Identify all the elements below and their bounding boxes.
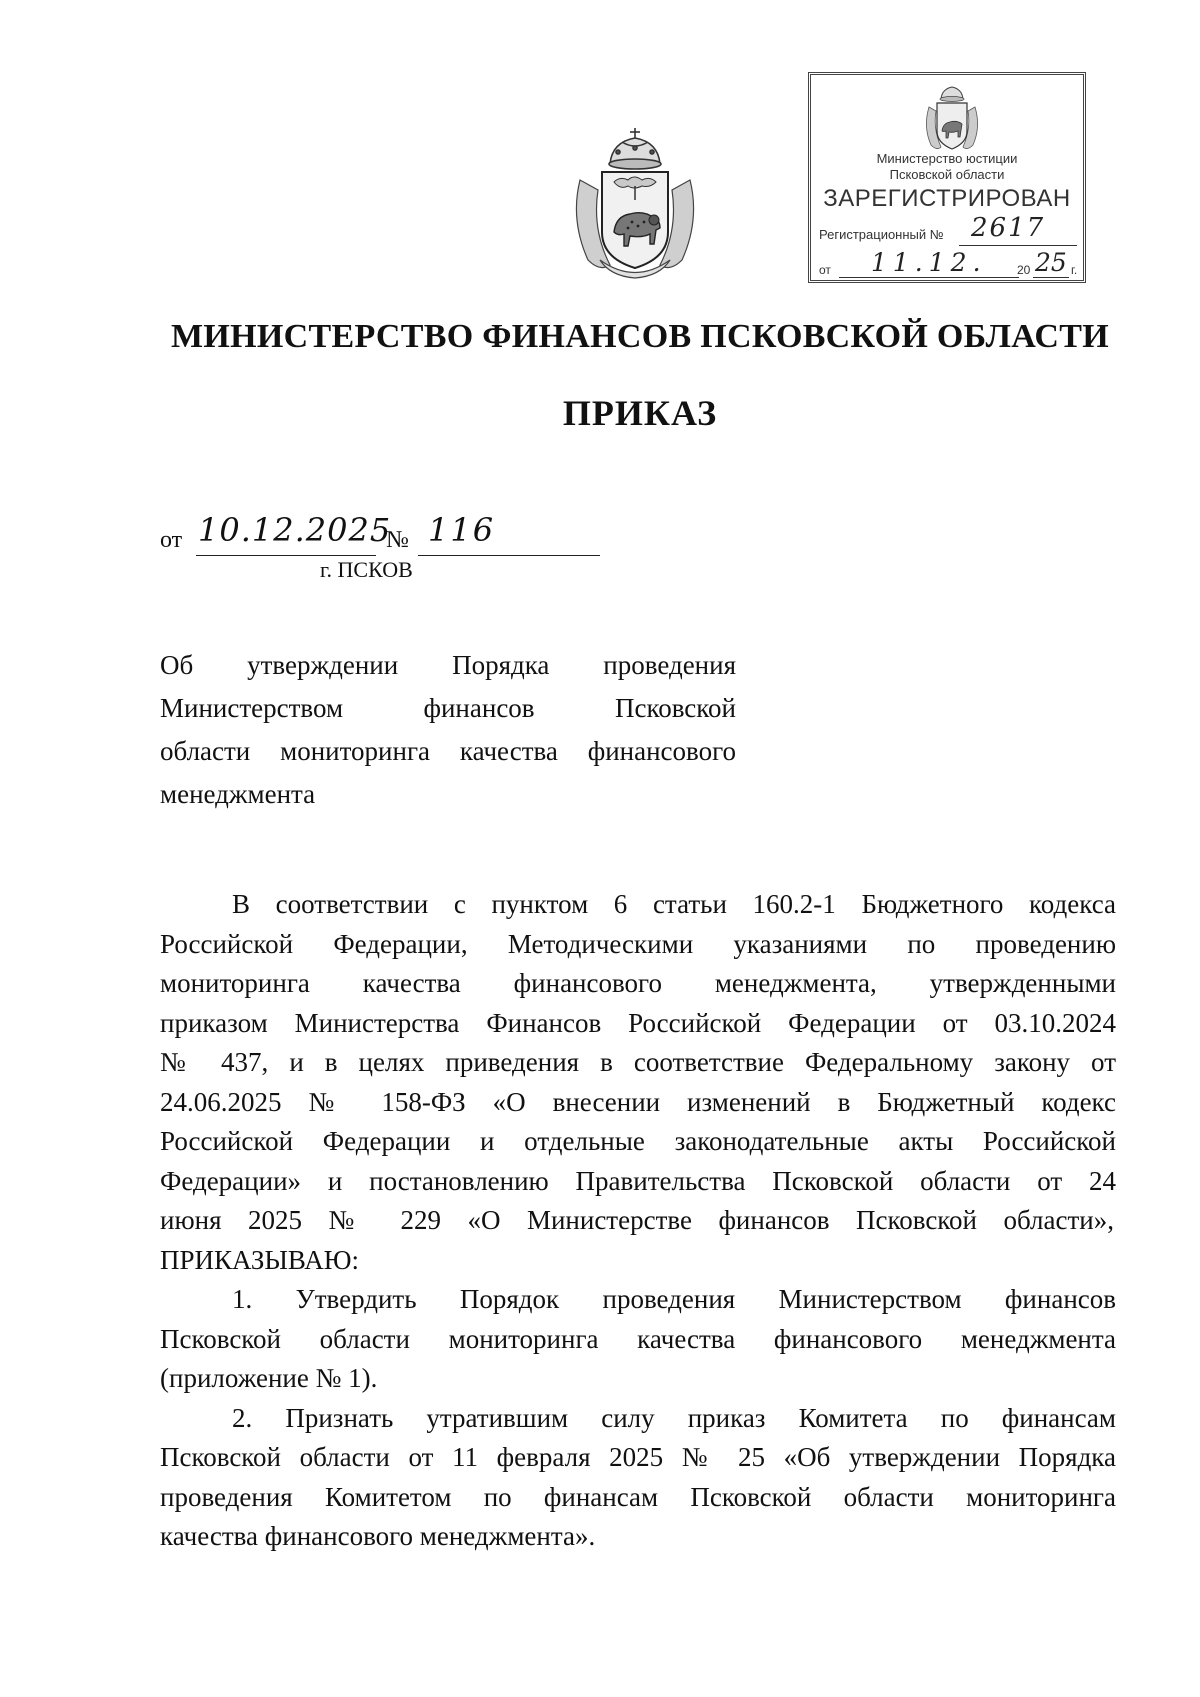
stamp-coat-of-arms-emblem (923, 81, 981, 155)
subject-line: менеджмента (160, 779, 316, 809)
item-line: 1. Утвердить Порядок проведения Министерством финансов (232, 1284, 1116, 1314)
registration-stamp (808, 72, 1086, 283)
stamp-year-prefix: 20 (1017, 263, 1031, 277)
stamp-org-line1: Министерство юстиции (876, 151, 1018, 166)
order-number-underline (418, 555, 600, 556)
stamp-year-underline (1033, 277, 1069, 278)
order-number-handwritten: 116 (428, 511, 496, 549)
document-type-title: ПРИКАЗ (562, 393, 718, 433)
item-line: (приложение № 1). (160, 1363, 378, 1393)
stamp-date-handwritten: 11.12. (871, 248, 987, 277)
order-number-label: № (386, 527, 409, 553)
order-date-label: от (160, 527, 183, 553)
preamble-line: № 437, и в целях приведения в соответствие Федеральному закону от (160, 1047, 1116, 1077)
stamp-org-line2: Псковской области (889, 167, 1005, 182)
preamble-line: 24.06.2025 № 158-ФЗ «О внесении изменений в Бюджетный кодекс (160, 1086, 1116, 1117)
item-line: Псковской области мониторинга качества финансового менеджмента (160, 1323, 1116, 1354)
ministry-title: МИНИСТЕРСТВО ФИНАНСОВ ПСКОВСКОЙ ОБЛАСТИ (171, 318, 1109, 355)
preamble-line: Российской Федерации, Методическими указаниями по проведению (160, 928, 1116, 959)
item-line: проведения Комитетом по финансам Псковской области мониторинга (160, 1481, 1116, 1512)
stamp-year-suffix: г. (1071, 263, 1078, 277)
preamble-line: Федерации» и постановлению Правительства Псковской области от 24 (160, 1165, 1116, 1196)
order-city: г. ПСКОВ (320, 557, 413, 582)
stamp-reg-underline (959, 245, 1077, 246)
order-date-handwritten: 10.12.2025 (198, 511, 392, 549)
preamble-line: Российской Федерации и отдельные законодательные акты Российской (160, 1126, 1116, 1156)
preamble-line: мониторинга качества финансового менеджмента, утвержденными (160, 968, 1116, 998)
subject-line: области мониторинга качества финансового (160, 736, 736, 766)
item-line: 2. Признать утратившим силу приказ Комитета по финансам (232, 1402, 1116, 1433)
subject-line: Об утверждении Порядка проведения (160, 650, 736, 680)
preamble-line: приказом Министерства Финансов Российской Федерации от 03.10.2024 (160, 1007, 1116, 1038)
subject-line: Министерством финансов Псковской (160, 693, 736, 723)
preamble-line: июня 2025 № 229 «О Министерстве финансов Псковской области», (160, 1205, 1114, 1235)
orders-keyword: ПРИКАЗЫВАЮ: (160, 1244, 359, 1275)
stamp-status: ЗАРЕГИСТРИРОВАН (823, 185, 1071, 212)
order-body (160, 885, 1116, 1557)
stamp-reg-number-handwritten: 2617 (971, 213, 1046, 243)
stamp-year-handwritten: 25 (1035, 248, 1067, 277)
order-date-underline (196, 555, 376, 556)
preamble-line: В соответствии с пунктом 6 статьи 160.2-1 Бюджетного кодекса (232, 889, 1116, 919)
coat-of-arms-emblem (570, 120, 700, 282)
item-line: Псковской области от 11 февраля 2025 № 25 «Об утверждении Порядка (160, 1442, 1116, 1472)
item-line: качества финансового менеджмента». (160, 1521, 596, 1551)
order-subject (160, 644, 736, 816)
stamp-from-label: от (819, 263, 831, 277)
stamp-date-underline (839, 277, 1019, 278)
stamp-reg-label: Регистрационный № (819, 227, 944, 242)
